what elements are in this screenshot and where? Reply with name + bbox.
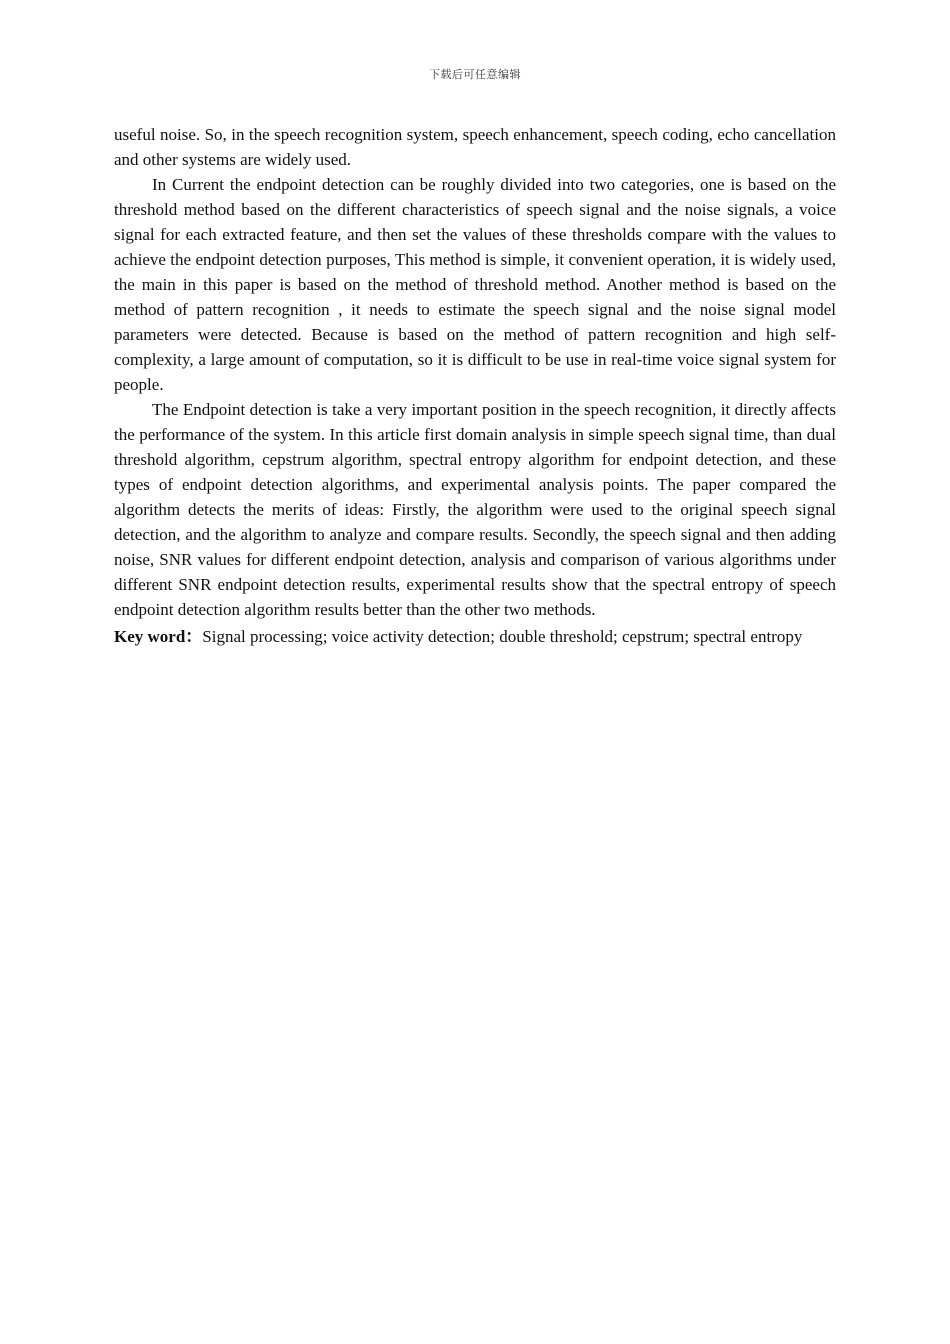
page-header-note: 下载后可任意编辑 <box>429 68 521 81</box>
keywords-line <box>114 624 836 649</box>
paragraph-endpoint-categories: In Current the endpoint detection can be roughly divided into two categories, one is based on the threshold method based on the different characteristics of speech signal and the noise signals, a voice signal for each extracted feature, and then set the values of these thresholds compare with the values to achieve the endpoint detection purposes, This method is simple, it convenient operation, it is widely used, the main in this paper is based on the method of threshold method. Another method is based on the method of pattern recognition , it needs to estimate the speech signal and the noise signal model parameters were detected. Because is based on the method of pattern recognition and high self-complexity, a large amount of computation, so it is difficult to be use in real-time voice signal system for people. <box>114 175 836 394</box>
abstract-body <box>114 122 836 649</box>
paragraph-endpoint-importance: The Endpoint detection is take a very important position in the speech recognition, it directly affects the performance of the system. In this article first domain analysis in simple speech signal time, than dual threshold algorithm, cepstrum algorithm, spectral entropy algorithm for endpoint detection, and these types of endpoint detection algorithms, and experimental analysis points. The paper compared the algorithm detects the merits of ideas: Firstly, the algorithm were used to the original speech signal detection, and the algorithm to analyze and compare results. Secondly, the speech signal and then adding noise, SNR values for different endpoint detection, analysis and comparison of various algorithms under different SNR endpoint detection results, experimental results show that the spectral entropy of speech endpoint detection algorithm results better than the other two methods. <box>114 400 836 619</box>
paragraph-continuation: useful noise. So, in the speech recognition system, speech enhancement, speech coding, echo cancellation and other systems are widely used. <box>114 125 836 169</box>
keywords-value: Signal processing; voice activity detection; double threshold; cepstrum; spectral entropy <box>202 627 803 646</box>
keywords-label: Key word： <box>114 627 203 646</box>
